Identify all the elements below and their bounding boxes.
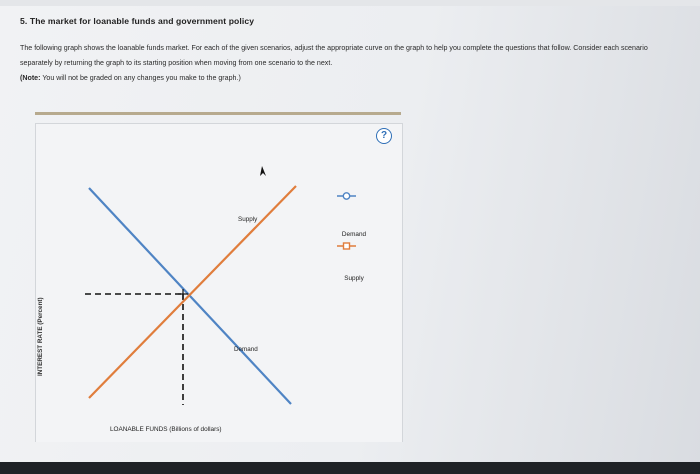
legend-item-demand: [330, 223, 378, 238]
supply-curve[interactable]: [89, 186, 296, 398]
note-text: You will not be graded on any changes you make to the graph.): [40, 74, 241, 82]
instructions-text: The following graph shows the loanable funds market. For each of the given scenarios, adjust the appropriate curve on the graph to help you complete the questions that follow. Consider each scenario separately by returning the graph to its starting position when moving from one scenario to the next.: [20, 44, 648, 67]
supply-curve-label: Supply: [238, 216, 258, 223]
help-icon[interactable]: ?: [376, 128, 392, 144]
demand-curve-label: Demand: [234, 346, 258, 353]
note-label: (Note:: [20, 74, 41, 82]
y-axis-label: INTEREST RATE (Percent): [37, 297, 44, 376]
legend-label-supply: Supply: [344, 275, 364, 282]
legend-item-supply: [330, 267, 378, 282]
x-axis-label: LOANABLE FUNDS (Billions of dollars): [110, 426, 222, 433]
square-marker-icon[interactable]: [337, 243, 356, 249]
mouse-cursor-icon: [260, 166, 266, 176]
bottom-bar: [0, 462, 700, 474]
legend-label-demand: Demand: [341, 231, 367, 238]
circle-marker-icon[interactable]: [337, 193, 356, 199]
question-title: 5. The market for loanable funds and government policy: [20, 16, 255, 26]
